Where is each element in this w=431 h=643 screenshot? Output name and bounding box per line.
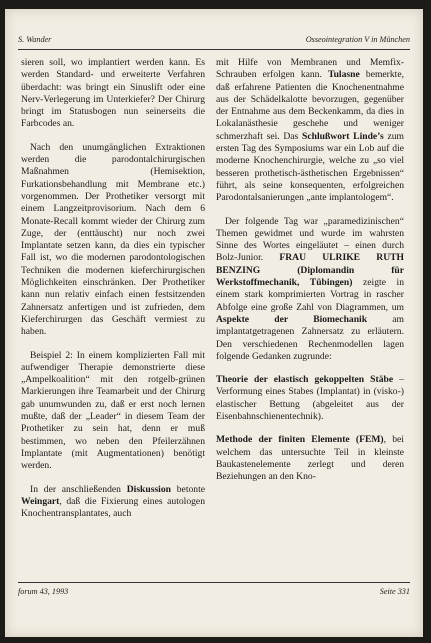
bold-subheading-fem: Methode der finiten Elemente (FEM) bbox=[216, 434, 384, 446]
running-header bbox=[18, 35, 410, 49]
text-run: bemerkte, daß erfahrene Patienten die Knochenentnahme aus der Schädelkalotte bevorzugen, gegenüber der Entnahme aus dem Beckenkamm, da dies in Lokalanästhesie geschehe und weniger schmerzhaft sei. Das bbox=[216, 69, 404, 142]
left-column bbox=[21, 57, 205, 520]
bold-name-tulasne: Tulasne bbox=[328, 69, 360, 81]
footer-issue: forum 43, 1993 bbox=[18, 587, 69, 596]
text-run: am implantatgetragenen Zahnersatz zu erläutern. Den verschiedenen Rechenmodellen lagen folgende Gedanken zugrunde: bbox=[216, 313, 405, 362]
header-rule bbox=[18, 49, 410, 50]
footer-rule bbox=[18, 582, 410, 583]
right-paragraph-4 bbox=[216, 434, 404, 483]
running-footer bbox=[18, 587, 410, 601]
text-run: In der anschließenden bbox=[30, 483, 127, 495]
right-paragraph-2 bbox=[216, 216, 404, 364]
right-paragraph-1 bbox=[216, 57, 404, 205]
left-paragraph-2: Nach den unumgänglichen Extraktionen werden die parodontalchirurgischen Maßnahmen (Hemisektion, Furkationsbehandlung mit Membrane etc.) vorgenommen. Der Prothetiker versorgt mit einem Langzeitprovisorium. Nach dem 6 Monate-Recall kommt wieder der Chirurg zum Zuge, der (enttäuscht) nur noch zwei Implantate setzen kann, da dies ein typischer Fall ist, wo die modernen parodontologischen Techniken die modernen kieferchirurgischen Möglichkeiten einschränken. Der Prothetiker kann nun relativ einfach einen festsitzenden Zahnersatz anfertigen und ist zufrieden, dem Kieferchirurgen das Geschäft vermiest zu haben. bbox=[21, 141, 205, 338]
bold-subheading-staebe: Theorie der elastisch gekoppelten Stäbe bbox=[216, 374, 394, 386]
bold-speaker-name: FRAU ULRIKE RUTH BENZING (Diplomandin für Werkstoffmechanik, Tübingen) bbox=[216, 252, 404, 289]
left-paragraph-1: sieren soll, wo implantiert werden kann. Es werden Standard- und erweiterte Verfahren überdacht: was bringt ein Sinuslift oder eine Nerv-Verlegerung im Unterkiefer? Der Chirurg bringt im Statusbogen nun seinerseits die Farbcodes an. bbox=[21, 57, 205, 130]
text-run: mit Hilfe von Membranen und Memfix-Schrauben erfolgen kann. bbox=[216, 57, 404, 81]
right-column bbox=[216, 57, 404, 484]
header-author: S. Wander bbox=[18, 35, 52, 44]
text-run: Der folgende Tag war „paramedizinischen“ Themen gewidmet und wurde im wahrsten Sinne des Wortes eingeläutet – einen durch Bolz-Junior. bbox=[216, 215, 404, 264]
text-run: betonte bbox=[170, 483, 205, 495]
left-paragraph-3: Beispiel 2: In einem komplizierten Fall mit aufwendiger Therapie demonstrierte diese „Ampelkoalition“ mit den rotgelb-grünen Markierungen ihre Teamarbeit und der Chirurg gab unumwunden zu, daß er erst noch lernen mußte, daß der „Leader“ in diesem Team der Prothetiker zu sein hat, denn er muß bestimmen, wo neben den Pfeilerzähnen Implantate (mit Augmentationen) benötigt werden. bbox=[21, 349, 205, 472]
header-journal-title: Osseointegration V in München bbox=[305, 35, 410, 44]
text-run: zum ersten Tag des Symposiums war ein Lob auf die moderne Knochenchirurgie, welche zu „so viel besseren prothetisch-ästhetischen Ergebnissen“ führt, als seine konsequenten, erfolgreichen Parodontalsanierungen „ante implantologem“. bbox=[216, 130, 404, 204]
bold-name-weingart: Weingart bbox=[21, 495, 60, 507]
bold-term-schlusswort: Schlußwort Linde’s bbox=[302, 130, 384, 142]
footer-page-number: Seite 331 bbox=[379, 587, 410, 596]
text-run: – Verformung eines Stabes (Implantat) in (visko-) elastischer Bettung (abgeleitet aus der Eisenbahnschienentechnik). bbox=[216, 374, 404, 423]
left-paragraph-4 bbox=[21, 484, 205, 521]
text-run: , daß die Fixierung eines autologen Knochentransplantates, auch bbox=[21, 495, 205, 520]
text-run: zeigte in einem stark komprimierten Vortrag in rascher Abfolge eine große Zahl von Diagrammen, um bbox=[216, 277, 404, 313]
text-run: , bei welchem das untersuchte Teil in kleinste Baukastenelemente zerlegt und deren Beziehungen an den Kno- bbox=[216, 434, 404, 483]
journal-page bbox=[5, 9, 423, 637]
right-paragraph-3 bbox=[216, 374, 404, 423]
bold-term-biomechanik: Aspekte der Biomechanik bbox=[216, 313, 368, 325]
bold-term-diskussion: Diskussion bbox=[126, 483, 171, 495]
